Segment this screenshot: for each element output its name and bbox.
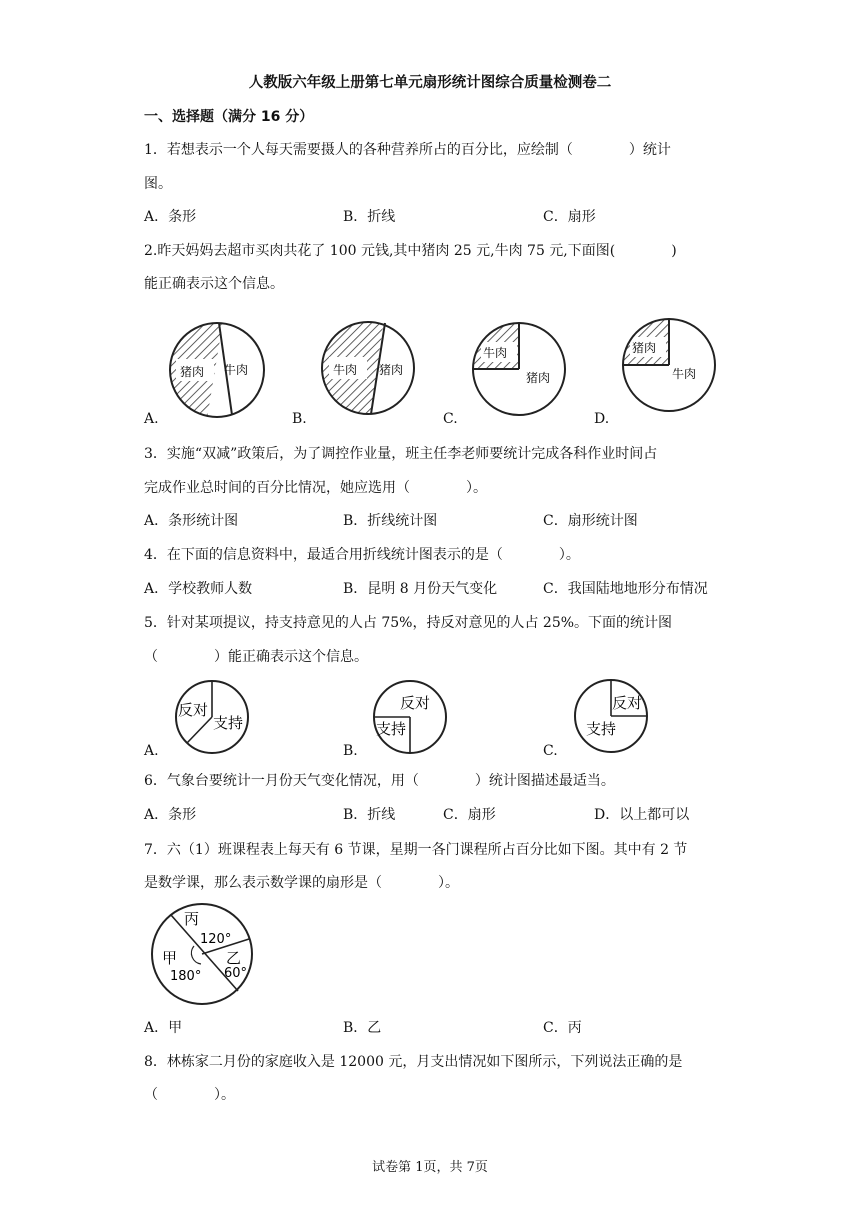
q5-c-label-support: 支持: [586, 720, 617, 738]
question-6-option-d[interactable]: D．以上都可以: [594, 807, 690, 823]
pie-figure-q2-c: [464, 314, 574, 428]
question-7-text-cont: 是数学课，那么表示数学课的扇形是（ ）。: [144, 875, 459, 891]
question-3-text-cont: 完成作业总时间的百分比情况，她应选用（ ）。: [144, 480, 487, 496]
question-3-option-a[interactable]: A．条形统计图: [144, 513, 239, 529]
question-2-option-d[interactable]: D.: [594, 411, 610, 427]
question-3-option-b[interactable]: B．折线统计图: [343, 513, 438, 529]
question-3-text: 3．实施“双减”政策后，为了调控作业量，班主任李老师要统计完成各科作业时间占: [144, 446, 658, 462]
q7-label-180: 180°: [170, 969, 202, 984]
question-7-option-c[interactable]: C．丙: [543, 1020, 582, 1036]
question-8-text: 8．林栋家二月份的家庭收入是 12000 元，月支出情况如下图所示，下列说法正确的是: [144, 1054, 683, 1070]
question-2-option-b[interactable]: B.: [292, 411, 307, 427]
question-7-option-a[interactable]: A．甲: [144, 1020, 183, 1036]
q7-label-120: 120°: [200, 932, 232, 947]
pie-a-label-right: 牛肉: [224, 363, 249, 377]
pie-b-label-left: 牛肉: [333, 363, 358, 377]
question-5-text: 5．针对某项提议，持支持意见的人占 75%，持反对意见的人占 25%。下面的统计图: [144, 615, 673, 631]
question-2-text-cont: 能正确表示这个信息。: [144, 276, 284, 292]
pie-a-label-left: 猪肉: [180, 365, 205, 379]
section-heading: 一、选择题（满分 16 分）: [144, 109, 314, 125]
question-5-option-a[interactable]: A.: [144, 743, 159, 759]
pie-figure-q5-c: [569, 679, 653, 757]
question-1-option-a[interactable]: A．条形: [144, 209, 197, 225]
q5-c-label-against: 反对: [612, 694, 643, 712]
q5-b-label-support: 支持: [376, 720, 407, 738]
question-1-text: 1．若想表示一个人每天需要摄人的各种营养所占的百分比，应绘制（ ）统计: [144, 142, 671, 158]
question-4-option-c[interactable]: C．我国陆地地形分布情况: [543, 581, 708, 597]
question-7-option-b[interactable]: B．乙: [343, 1020, 382, 1036]
question-6-option-b[interactable]: B．折线: [343, 807, 396, 823]
q7-label-bing: 丙: [184, 910, 200, 928]
pie-figure-q5-a: [170, 680, 254, 758]
pie-b-label-right: 猪肉: [379, 363, 404, 377]
page-title: 人教版六年级上册第七单元扇形统计图综合质量检测卷二: [248, 75, 612, 91]
q7-label-yi: 乙: [226, 949, 242, 967]
question-1-text-cont: 图。: [144, 176, 172, 192]
q5-a-label-against: 反对: [178, 701, 209, 719]
question-2-text: 2.昨天妈妈去超市买肉共花了 100 元钱,其中猪肉 25 元,牛肉 75 元,下面图( ): [144, 243, 677, 259]
q5-a-label-support: 支持: [213, 714, 244, 732]
pie-c-label-small: 牛肉: [483, 346, 508, 360]
pie-figure-q2-d: [614, 310, 724, 424]
q7-label-jia: 甲: [162, 949, 178, 967]
question-2-option-a[interactable]: A.: [144, 411, 159, 427]
question-4-text: 4．在下面的信息资料中，最适合用折线统计图表示的是（ ）。: [144, 547, 580, 563]
pie-c-label-big: 猪肉: [526, 371, 551, 385]
q7-label-60: 60°: [224, 966, 248, 981]
question-3-option-c[interactable]: C．扇形统计图: [543, 513, 638, 529]
pie-figure-q7: [150, 901, 254, 1011]
q5-b-label-against: 反对: [400, 694, 431, 712]
question-1-option-b[interactable]: B．折线: [343, 209, 396, 225]
question-4-option-b[interactable]: B．昆明 8 月份天气变化: [343, 581, 498, 597]
pie-d-label-small: 猪肉: [632, 341, 657, 355]
pie-figure-q2-a: [162, 315, 272, 429]
question-6-text: 6．气象台要统计一月份天气变化情况，用（ ）统计图描述最适当。: [144, 773, 615, 789]
question-6-option-a[interactable]: A．条形: [144, 807, 197, 823]
question-7-text: 7．六（1）班课程表上每天有 6 节课，星期一各门课程所占百分比如下图。其中有 2 节: [144, 842, 688, 858]
question-1-option-c[interactable]: C．扇形: [543, 209, 596, 225]
pie-figure-q5-b: [368, 680, 452, 758]
question-5-option-b[interactable]: B.: [343, 743, 358, 759]
pie-figure-q2-b: [313, 313, 423, 427]
question-5-option-c[interactable]: C.: [543, 743, 558, 759]
question-2-option-c[interactable]: C.: [443, 411, 458, 427]
question-6-option-c[interactable]: C．扇形: [443, 807, 496, 823]
question-4-option-a[interactable]: A．学校教师人数: [144, 581, 253, 597]
question-5-text-cont: （ ）能正确表示这个信息。: [144, 649, 368, 665]
pie-d-label-big: 牛肉: [672, 367, 697, 381]
question-8-text-cont: （ ）。: [144, 1087, 235, 1103]
page-footer: 试卷第 1页，共 7页: [372, 1160, 488, 1175]
